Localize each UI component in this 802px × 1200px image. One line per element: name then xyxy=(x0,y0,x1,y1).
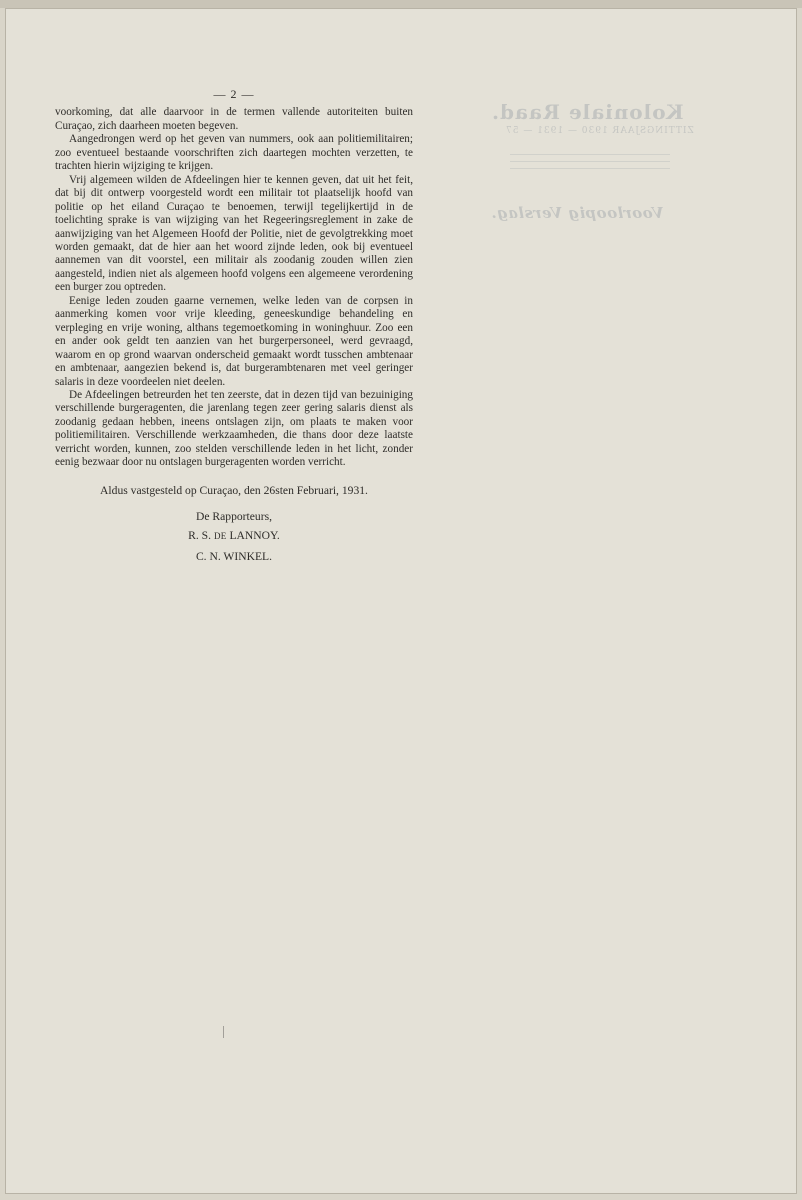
paragraph-2: Aangedrongen werd op het geven van nummers, ook aan politiemilitairen; zoo eventueel bestaande voorschriften zich daartegen mochten verzetten, te trachten hierin wijziging te krijgen. xyxy=(55,133,413,173)
paragraph-5: De Afdeelingen betreurden het ten zeerste, dat in dezen tijd van bezuiniging verschillende burgeragenten, die jarenlang tegen zeer gering salaris dienst als zoodanig gedaan hebben, ineens ontslagen zijn, om plaats te maken voor politiemilitairen. Verschillende werkzaamheden, die thans door deze laatste verricht worden, kunnen, zoo stelden verschillende leden in het licht, zonder eenig bezwaar door nu ontslagen burgeragenten worden verricht. xyxy=(55,388,413,469)
bleedthrough-subtitle: ZITTINGSJAAR 1930 — 1931 — 57 xyxy=(505,126,694,136)
document-page xyxy=(5,8,797,1194)
paragraph-3: Vrij algemeen wilden de Afdeelingen hier te kennen geven, dat uit het feit, dat bij dit ontwerp voorgesteld wordt een militair tot plaatselijk hoofd van politie op het eiland Curaçao te benoemen, terwijl tegelijkertijd in de toelichting sprake is van wijziging van het Regeeringsreglement in zake de aanwijziging van het Algemeen Hoofd der Politie, niet de gevolgtrekking moet worden gemaakt, dat de hier aan het woord zijnde leden, ook bij eventueel aannemen van dit voorstel, een militair als zoodanig zouden willen zien aangesteld, indien niet als algemeen hoofd volgens een algemeene verordening een burger zou optreden. xyxy=(55,173,413,294)
signatory-1-initials: R. S. xyxy=(188,529,212,543)
paragraph-1: voorkoming, dat alle daarvoor in de termen vallende autoriteiten buiten Curaçao, zich daarheen moeten begeven. xyxy=(55,106,413,132)
signatory-2: C. N. WINKEL. xyxy=(195,549,273,563)
signatory-1-surname: LANNOY. xyxy=(229,529,280,543)
text-column xyxy=(55,88,413,563)
bleedthrough-verslag: Voorloopig Verslag. xyxy=(491,204,664,222)
paragraph-4: Eenige leden zouden gaarne vernemen, welke leden van de corpsen in aanmerking komen voor vrije kleeding, geneeskundige behandeling en verpleging en vrije woning, althans tegemoetkoming in woninghuur. Zoo een en ander ook geldt ten aanzien van het burgerpersoneel, werd gevraagd, waarom en op grond waarvan onderscheid gemaakt wordt tusschen ambtenaar en ambtenaar, aangezien bekend is, dat burgerambtenaren met veel geringer salaris in deze voordeelen niet deelen. xyxy=(55,294,413,388)
scan-top-edge xyxy=(0,0,802,8)
bleedthrough-lines xyxy=(510,154,670,175)
signatory-1-prefix: DE xyxy=(213,531,227,542)
bleedthrough-title: Koloniale Raad. xyxy=(491,100,684,124)
signatory-1 xyxy=(55,529,413,543)
page-mark xyxy=(223,1026,224,1038)
page-number: — 2 — xyxy=(213,87,255,101)
rapporteurs-label: De Rapporteurs, xyxy=(196,509,272,523)
closing-line: Aldus vastgesteld op Curaçao, den 26sten Februari, 1931. xyxy=(100,483,368,497)
